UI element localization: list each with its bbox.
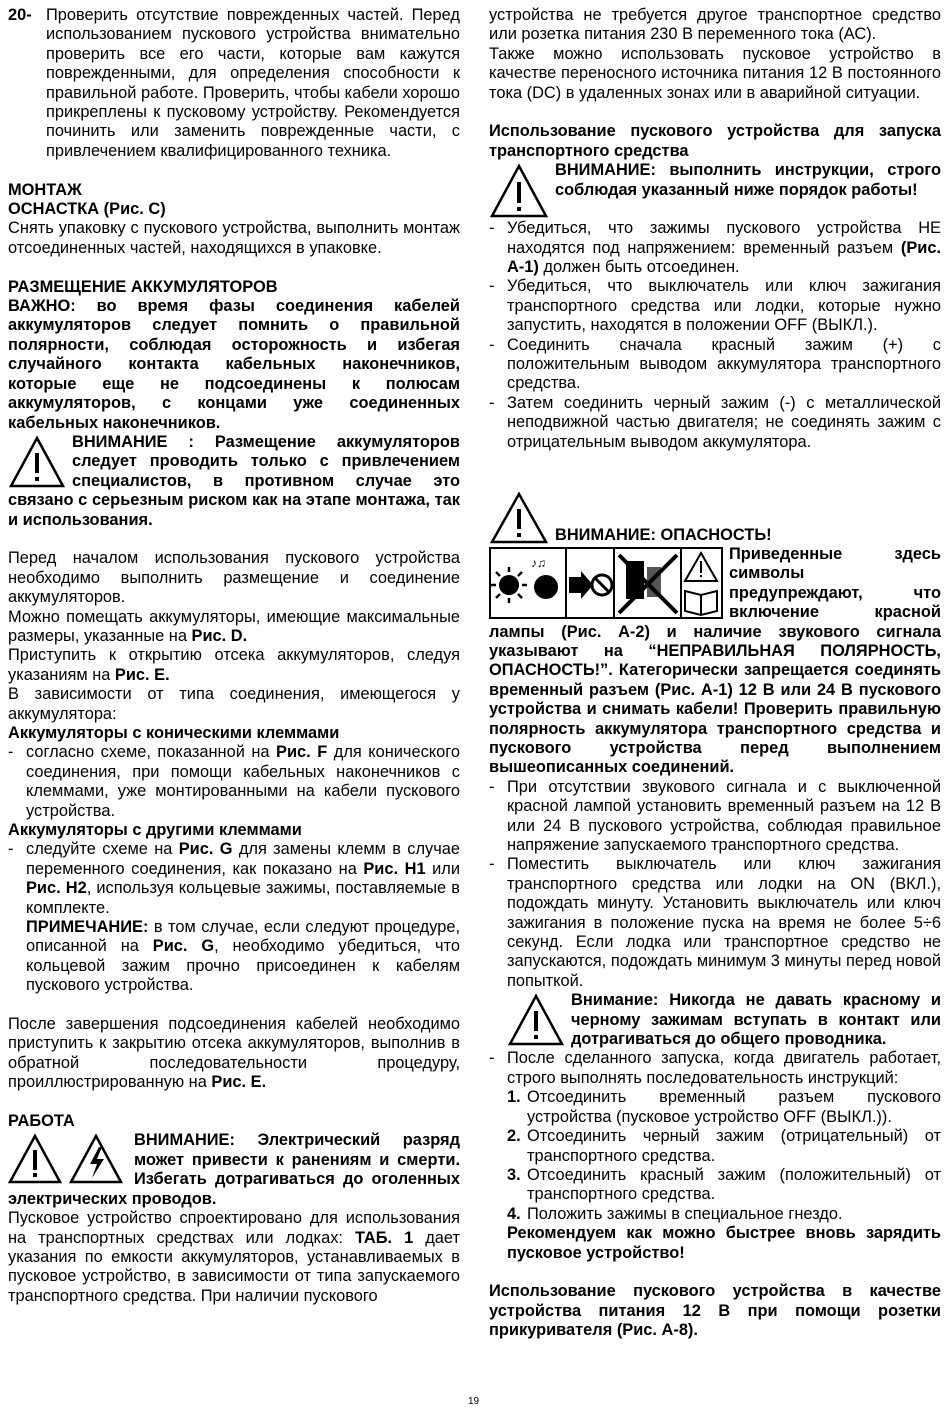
warning-electric-icon xyxy=(8,1133,128,1185)
item-20 xyxy=(8,6,460,161)
recommendation: Рекомендуем как можно быстрее вновь зарядить пусковое устройство! xyxy=(507,1224,941,1262)
paragraph: Можно помещать аккумуляторы, имеющие максимальные размеры, указанные на Рис. D. xyxy=(8,607,460,645)
danger-text: Приведенные здесь символы предупреждают, что включение красной лампы (Рис. А-2) и наличие звукового сигнала указывают на “НЕПРАВИЛЬНАЯ ПОЛЯРНОСТЬ, ОПАСНОСТЬ!”. Категорически запрещается соединять временный разъем (Рис. А-1) 12 В или 24 В пускового устройства и снимать кабели! Проверить правильную полярность аккумулятора транспортного средства и пускового устройства перед выполнением вышеописанных соединений. xyxy=(489,544,941,777)
ordered-item: 4. Положить зажимы в специальное гнездо. xyxy=(507,1204,843,1223)
section-heading-cigarette: Использование пускового устройства в качестве устройства питания 12 В при помощи розетки прикуривателя (Рис. А-8). xyxy=(489,1282,941,1340)
list-item: - При отсутствии звукового сигнала и с выключенной красной лампой установить временный разъем на 12 В или 24 В пускового устройства, соблюдая правильное напряжение запускаемого транспортного средства. xyxy=(489,777,941,854)
warning-block xyxy=(489,161,941,219)
danger-block xyxy=(489,545,941,778)
subheading-other: Аккумуляторы с другими клеммами xyxy=(8,821,302,840)
ordered-item: 1. Отсоединить временный разъем пускового устройства (пусковое устройство OFF (ВЫКЛ.)). xyxy=(507,1088,941,1126)
warning-triangle-icon xyxy=(489,163,549,219)
note: ПРИМЕЧАНИЕ: в том случае, если следуют процедуре, описанной на Рис. G, необходимо убедиться, что кольцевой зажим прочно присоединен к кабелям пускового устройства. xyxy=(26,918,461,995)
list-item: - следуйте схеме на Рис. G для замены клемм в случае переменного соединения, как показано на Рис. H1 или Рис. H2, используя кольцевые зажимы, поставляемые в комплекте. xyxy=(8,840,461,917)
warning-block xyxy=(489,991,941,1049)
danger-pictograms-icon xyxy=(489,547,723,619)
warning-text: ВНИМАНИЕ: выполнить инструкции, строго соблюдая указанный ниже порядок работы! xyxy=(555,161,941,199)
warning-block xyxy=(8,433,460,530)
list-item: - Поместить выключатель или ключ зажигания транспортного средства или лодки на ON (ВКЛ.), подождать минуту. Установить выключатель или ключ зажигания в положение пуска на время не более 5÷6 секунд. Если лодка или транспортное средство не запускаются, подождать минимум 3 минуты перед новой попыткой. xyxy=(489,855,941,990)
important-note: ВАЖНО: во время фазы соединения кабелей аккумуляторов следует помнить о правильной полярности, соблюдая осторожность и избегая случайного контакта кабельных наконечников, которые еще не подсоединены к полюсам аккумуляторов, с концами уже соединенных кабельных наконечников. xyxy=(8,297,460,432)
danger-heading xyxy=(489,491,941,545)
paragraph: В зависимости от типа соединения, имеющегося у аккумулятора: xyxy=(8,685,460,723)
item-number: 20- xyxy=(8,6,32,24)
section-heading-batteries: РАЗМЕЩЕНИЕ АККУМУЛЯТОРОВ xyxy=(8,277,278,296)
warning-text: ВНИМАНИЕ : Размещение аккумуляторов следует проводить только с привлечением специалистов, в противном случае это связано с серьезным риском как на этапе монтажа, так и использования. xyxy=(8,432,460,529)
list-item: - Затем соединить черный зажим (-) с металлической неподвижной частью двигателя; не соединять зажим с отрицательным выводом аккумулятора. xyxy=(489,393,941,451)
warning-triangle-icon xyxy=(489,491,549,545)
right-column xyxy=(489,6,941,1341)
subheading-conical: Аккумуляторы с коническими клеммами xyxy=(8,723,340,742)
page-number: 19 xyxy=(468,1396,480,1407)
warning-block xyxy=(8,1131,460,1209)
item-text: Проверить отсутствие поврежденных частей. Перед использованием пускового устройства внимательно проверить все его части, которые вам кажутся поврежденными, для определения способности к правильной работе. Проверить, чтобы кабели хорошо прикреплены к пусковому устройству. Рекомендуется починить или заменить поврежденные части, с привлечением квалифицированного техника. xyxy=(46,6,460,160)
left-column xyxy=(8,6,460,1306)
paragraph: После завершения подсоединения кабелей необходимо приступить к закрытию отсека аккумуляторов, выполнив в обратной последовательности процедуру, проиллюстрированную на Рис. E. xyxy=(8,1015,460,1092)
warning-text: Внимание: Никогда не давать красному и черному зажимам вступать в контакт или дотрагиваться до общего проводника. xyxy=(571,991,941,1049)
paragraph: Приступить к открытию отсека аккумуляторов, следуя указаниям на Рис. E. xyxy=(8,646,460,684)
warning-triangle-icon xyxy=(507,993,565,1047)
warning-text: ВНИМАНИЕ: Электрический разряд может привести к ранениям и смерти. Избегать дотрагиваться до оголенных электрических проводов. xyxy=(8,1131,460,1208)
paragraph: Перед началом использования пускового устройства необходимо выполнить размещение и соединение аккумуляторов. xyxy=(8,549,460,607)
section-heading-work: РАБОТА xyxy=(8,1112,75,1131)
paragraph: Снять упаковку с пускового устройства, выполнить монтаж отсоединенных частей, находящихся в упаковке. xyxy=(8,219,460,257)
list-item: - Соединить сначала красный зажим (+) с положительным выводом аккумулятора транспортного средства. xyxy=(489,335,941,393)
ordered-item: 3. Отсоединить красный зажим (положительный) от транспортного средства. xyxy=(507,1165,941,1204)
section-heading-montage: МОНТАЖ xyxy=(8,180,82,199)
paragraph: Также можно использовать пусковое устройство в качестве переносного источника питания 12 В постоянного тока (DC) в удаленных зонах или в аварийной ситуации. xyxy=(489,44,941,102)
section-heading-start: Использование пускового устройства для запуска транспортного средства xyxy=(489,122,941,160)
paragraph: устройства не требуется другое транспортное средство или розетка питания 230 В переменного тока (АС). xyxy=(489,6,941,44)
list-item: - согласно схеме, показанной на Рис. F для конического соединения, при помощи кабельных наконечников с клеммами, уже монтированными на кабели пускового устройства. xyxy=(8,743,460,820)
paragraph: Пусковое устройство спроектировано для использования на транспортных средствах или лодках: ТАБ. 1 дает указания по емкости аккумуляторов, устанавливаемых в пусковое устройство, в зависимости от типа запускаемого транспортного средства. При наличии пускового xyxy=(8,1209,460,1305)
ordered-item: 2. Отсоединить черный зажим (отрицательный) от транспортного средства. xyxy=(507,1127,941,1165)
svg-text:♪♫: ♪♫ xyxy=(531,555,546,570)
subheading-osnastka: ОСНАСТКА (Рис. С) xyxy=(8,200,166,219)
list-item: - После сделанного запуска, когда двигатель работает, строго выполнять последовательность инструкций: xyxy=(489,1049,941,1087)
list-item: - Убедиться, что зажимы пускового устройства НЕ находятся под напряжением: временный разъем (Рис. А-1) должен быть отсоединен. xyxy=(489,219,941,277)
warning-triangle-icon xyxy=(8,435,66,489)
danger-title: ВНИМАНИЕ: ОПАСНОСТЬ! xyxy=(555,525,772,544)
list-item: - Убедиться, что выключатель или ключ зажигания транспортного средства или лодки, которые нужно запустить, находятся в положении OFF (ВЫКЛ.). xyxy=(489,277,941,335)
